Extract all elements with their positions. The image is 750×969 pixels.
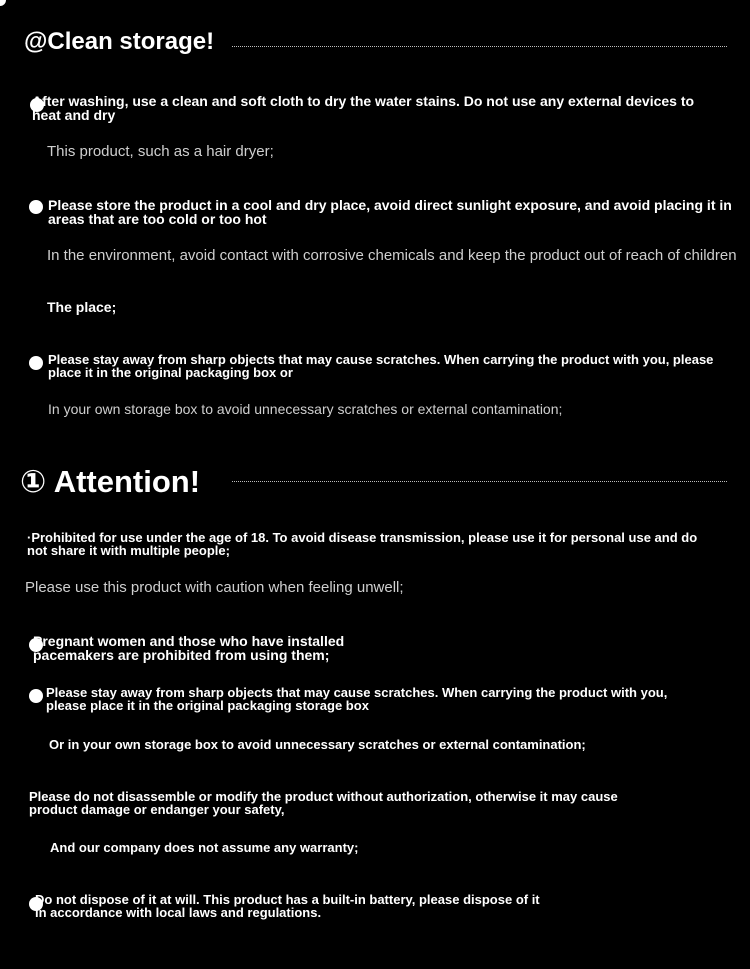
- paragraph-hair-dryer: This product, such as a hair dryer;: [47, 143, 274, 160]
- paragraph-storage-box-2: Or in your own storage box to avoid unnecessary scratches or external contamination;: [49, 737, 586, 752]
- paragraph-sharp-objects-2: Please stay away from sharp objects that may cause scratches. When carrying the product with you, please place it in the original packaging storage box: [46, 685, 668, 713]
- paragraph-pregnant-pacemakers: Pregnant women and those who have installed pacemakers are prohibited from using them;: [33, 633, 345, 663]
- section-title-attention: ① Attention!: [20, 464, 201, 499]
- section-title-clean-storage: @Clean storage!: [24, 28, 215, 55]
- paragraph-the-place: The place;: [47, 299, 117, 315]
- paragraph-storage-box: In your own storage box to avoid unnecessary scratches or external contamination;: [48, 401, 563, 417]
- bullet-icon: [29, 356, 43, 370]
- paragraph-store-cool-dry: Please store the product in a cool and dry place, avoid direct sunlight exposure, and avoid placing it in areas that are too cold or too hot: [48, 197, 732, 227]
- paragraph-age-restriction: ·Prohibited for use under the age of 18. To avoid disease transmission, please use it for personal use and do not share it with multiple people;: [27, 530, 698, 558]
- paragraph-caution-unwell: Please use this product with caution when feeling unwell;: [25, 579, 404, 596]
- paragraph-no-disassemble: Please do not disassemble or modify the product without authorization, otherwise it may cause product damage or endanger your safety,: [29, 789, 618, 817]
- bullet-icon: [29, 689, 43, 703]
- bullet-icon: [29, 200, 43, 214]
- paragraph-dry-stains: After washing, use a clean and soft cloth to dry the water stains. Do not use any external devices to heat and dry: [32, 93, 695, 123]
- paragraph-no-warranty: And our company does not assume any warranty;: [50, 840, 359, 855]
- section-divider: [232, 481, 727, 482]
- paragraph-sharp-objects: Please stay away from sharp objects that may cause scratches. When carrying the product with you, please place it in the original packaging box or: [48, 352, 714, 380]
- paragraph-environment: In the environment, avoid contact with corrosive chemicals and keep the product out of reach of children: [47, 247, 737, 264]
- corner-mark: [0, 0, 6, 6]
- section-divider: [232, 46, 727, 47]
- paragraph-battery-disposal: Do not dispose of it at will. This product has a built-in battery, please dispose of it in accordance with local laws and regulations.: [35, 892, 540, 920]
